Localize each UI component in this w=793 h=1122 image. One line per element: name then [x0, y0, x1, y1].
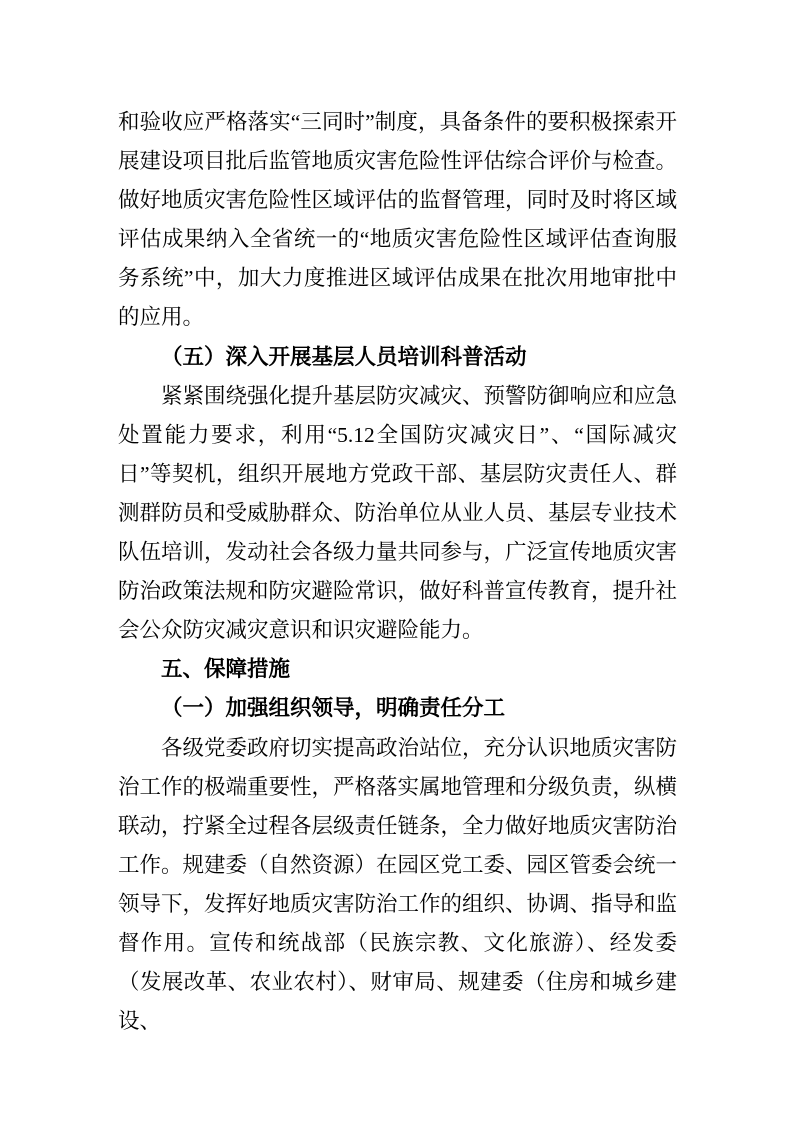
body-paragraph-organization-leadership: 各级党委政府切实提高政治站位，充分认识地质灾害防治工作的极端重要性，严格落实属地管理和分级负责，纵横联动，拧紧全过程各层级责任链条，全力做好地质灾害防治工作。规建委（自然资源）在园区党工委、园区管委会统一领导下，发挥好地质灾害防治工作的组织、协调、指导和监督作用。宣传和统战部（民族宗教、文化旅游）、经发委（发展改革、农业农村）、财审局、规建委（住房和城乡建设、	[118, 735, 678, 1034]
body-paragraph-training-activities: 紧紧围绕强化提升基层防灾减灾、预警防御响应和应急处置能力要求，利用“5.12全国防灾减灾日”、“国际减灾日”等契机，组织开展地方党政干部、基层防灾责任人、群测群防员和受威胁群众、防治单位从业人员、基层专业技术队伍培训，发动社会各级力量共同参与，广泛宣传地质灾害防治政策法规和防灾避险常识，做好科普宣传教育，提升社会公众防灾减灾意识和识灾避险能力。	[118, 383, 678, 643]
section-heading-one: （一）加强组织领导，明确责任分工	[161, 696, 506, 721]
chapter-heading-safeguard-measures: 五、保障措施	[161, 657, 291, 682]
section-heading-five: （五）深入开展基层人员培训科普活动	[161, 344, 527, 369]
paragraph-continuation-from-previous-page: 和验收应严格落实“三同时”制度，具备条件的要积极探索开展建设项目批后监管地质灾害危险性评估综合评价与检查。做好地质灾害危险性区域评估的监督管理，同时及时将区域评估成果纳入全省统一的“地质灾害危险性区域评估查询服务系统”中，加大力度推进区域评估成果在批次用地审批中的应用。	[118, 110, 678, 330]
document-content	[118, 103, 677, 1041]
